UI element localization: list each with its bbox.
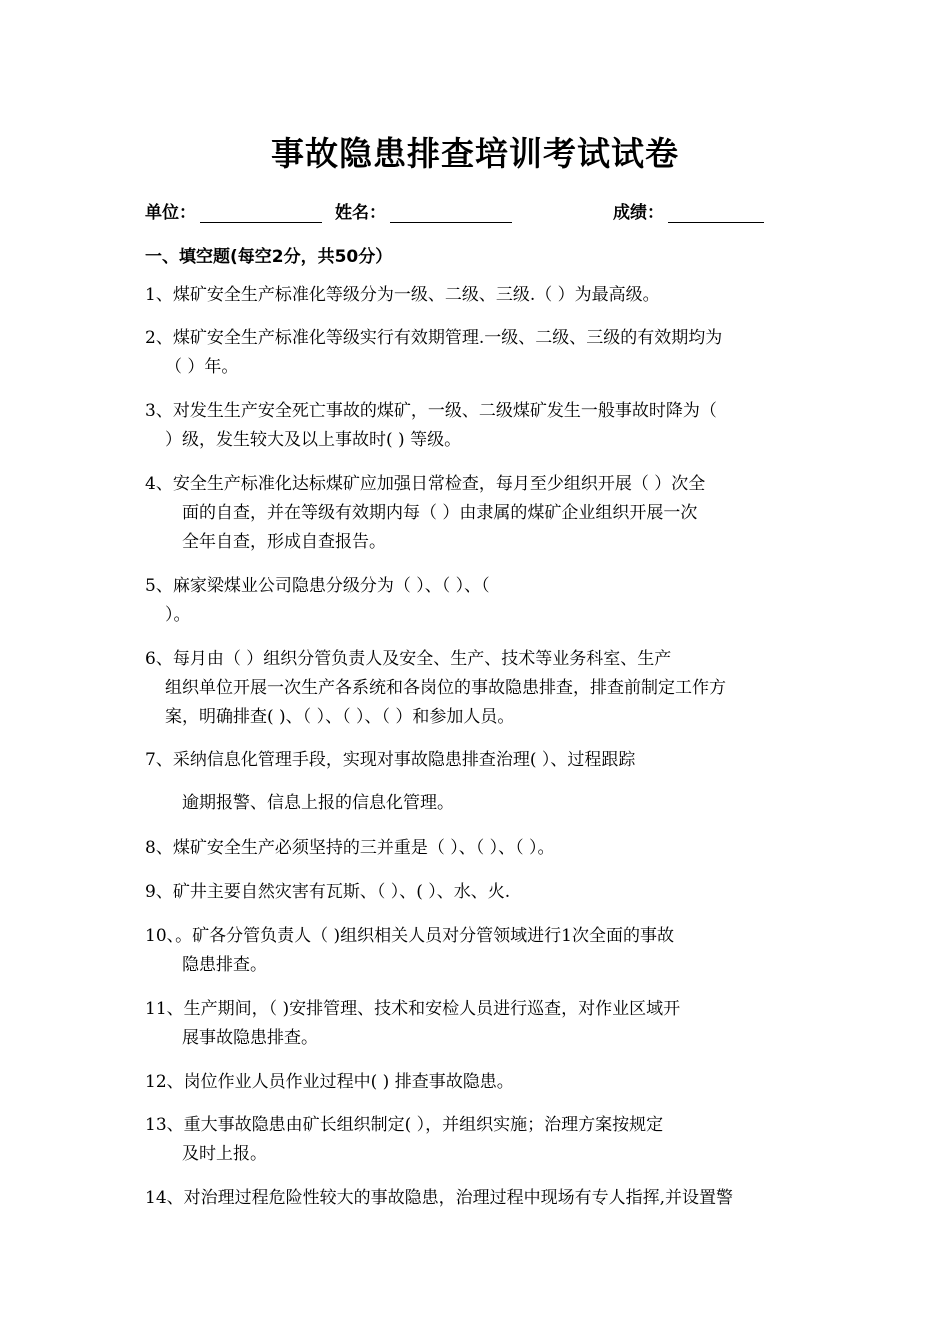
question-line: 9、矿井主要自然灾害有瓦斯、（ ）、( ）、水、火. [145, 882, 511, 902]
question-8 [145, 834, 807, 863]
question-line: 5、麻家梁煤业公司隐患分级分为（ ）、（ ）、（ [145, 576, 490, 596]
question-line: 面的自查，并在等级有效期内每（ ）由隶属的煤矿企业组织开展一次 [182, 503, 698, 523]
question-1 [145, 281, 807, 310]
unit-label: 单位： [145, 203, 196, 223]
name-field [335, 198, 512, 223]
section-heading-fill-blanks: 一、填空题(每空2分，共50分） [145, 247, 393, 267]
question-line: 全年自查，形成自查报告。 [182, 532, 386, 552]
question-4 [145, 470, 807, 557]
question-line: 8、煤矿安全生产必须坚持的三并重是（ ）、（ ）、（ ）。 [145, 838, 555, 858]
question-line: 案，明确排查( )、（ ）、（ ）、（ ）和参加人员。 [165, 707, 515, 727]
question-line: 3、对发生生产安全死亡事故的煤矿，一级、二级煤矿发生一般事故时降为（ [145, 401, 717, 421]
question-line: 12、岗位作业人员作业过程中( ) 排查事故隐患。 [145, 1072, 514, 1092]
question-13 [145, 1111, 807, 1169]
question-line: ）。 [165, 605, 191, 625]
question-line: 及时上报。 [182, 1144, 267, 1164]
question-14 [145, 1184, 807, 1213]
question-3 [145, 397, 807, 455]
question-11 [145, 995, 807, 1053]
question-10 [145, 922, 807, 980]
question-9 [145, 878, 807, 907]
question-line: 组织单位开展一次生产各系统和各岗位的事故隐患排查，排查前制定工作方 [165, 678, 726, 698]
question-line: 7、采纳信息化管理手段，实现对事故隐患排查治理( ）、过程跟踪 [145, 750, 636, 770]
question-line: 11、生产期间，（ )安排管理、技术和安检人员进行巡查，对作业区域开 [145, 999, 681, 1019]
exam-header-fields [145, 198, 845, 224]
exam-title: 事故隐患排查培训考试试卷 [271, 134, 679, 173]
question-line: 6、每月由（ ）组织分管负责人及安全、生产、技术等业务科室、生产 [145, 649, 672, 669]
question-line: 4、安全生产标准化达标煤矿应加强日常检查，每月至少组织开展（ ）次全 [145, 474, 706, 494]
question-line: 展事故隐患排查。 [182, 1028, 318, 1048]
question-line: 13、重大事故隐患由矿长组织制定( ），并组织实施；治理方案按规定 [145, 1115, 664, 1135]
question-line: 隐患排查。 [182, 955, 267, 975]
question-6 [145, 645, 807, 732]
question-5 [145, 572, 807, 630]
question-7-continued [145, 789, 807, 818]
name-blank[interactable] [390, 204, 512, 223]
question-line: ）级，发生较大及以上事故时( ) 等级。 [165, 430, 462, 450]
question-line: （ ）年。 [165, 357, 239, 377]
name-label: 姓名： [335, 203, 386, 223]
question-line: 14、对治理过程危险性较大的事故隐患，治理过程中现场有专人指挥,并设置警 [145, 1188, 734, 1208]
question-12 [145, 1068, 807, 1097]
score-label: 成绩： [613, 203, 664, 223]
question-line: 逾期报警、信息上报的信息化管理。 [182, 793, 454, 813]
score-field [613, 198, 764, 223]
unit-field [145, 198, 322, 223]
question-line: 1、煤矿安全生产标准化等级分为一级、二级、三级.（ ）为最高级。 [145, 285, 660, 305]
question-line: 2、煤矿安全生产标准化等级实行有效期管理.一级、二级、三级的有效期均为 [145, 328, 723, 348]
score-blank[interactable] [668, 204, 764, 223]
unit-blank[interactable] [200, 204, 322, 223]
question-line: 10、。矿各分管负责人（ )组织相关人员对分管领域进行1次全面的事故 [145, 926, 674, 946]
question-2 [145, 324, 807, 382]
question-7 [145, 746, 807, 775]
